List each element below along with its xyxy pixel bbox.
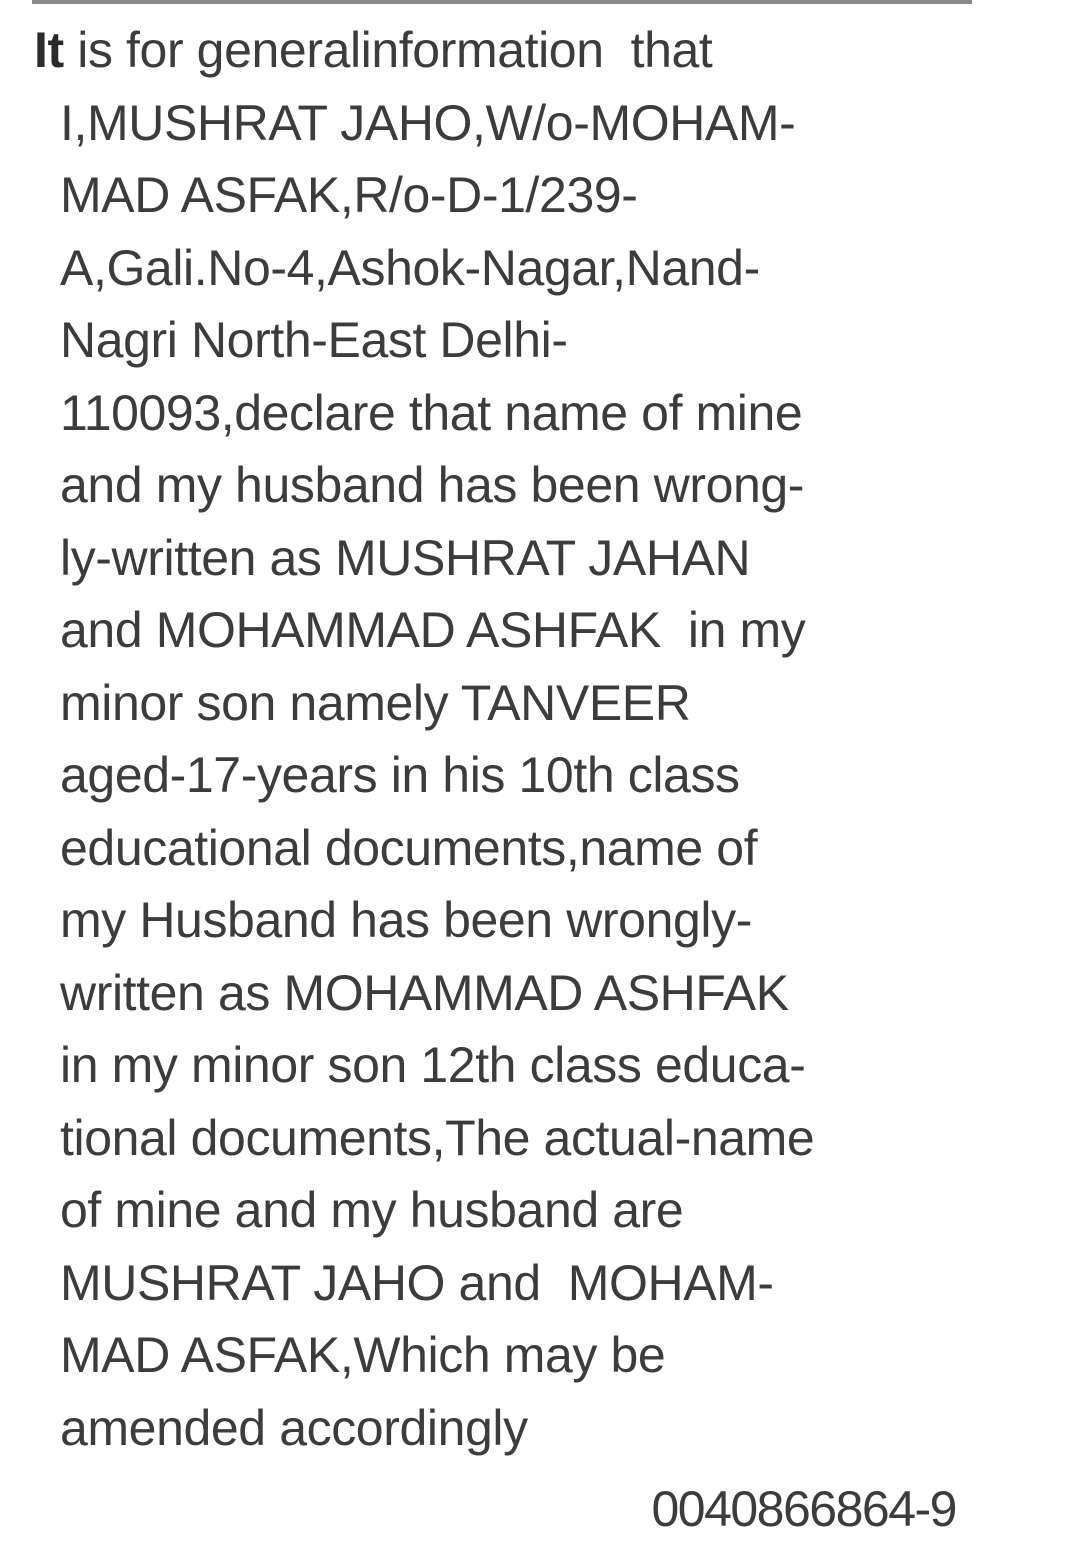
notice-line-1 — [0, 14, 1080, 87]
notice-line-2: I,MUSHRAT JAHO,W/o-MOHAM- — [60, 94, 796, 151]
notice-line-8: ly-written as MUSHRAT JAHAN — [60, 529, 751, 586]
notice-line-10: minor son namely TANVEER — [60, 674, 691, 731]
notice-line-13: my Husband has been wrongly- — [60, 892, 752, 948]
notice-line-11: aged-17-years in his 10th class — [60, 747, 740, 803]
top-divider — [32, 0, 972, 4]
notice-line-17: of mine and my husband are — [60, 1182, 684, 1238]
notice-line-16: tional documents,The actual-name — [60, 1109, 815, 1166]
notice-line-18: MUSHRAT JAHO and MOHAM- — [60, 1254, 774, 1311]
notice-lead-word: It — [34, 22, 64, 78]
notice-line-6: 110093,declare that name of mine — [60, 384, 803, 441]
notice-line-12: educational documents,name of — [60, 819, 758, 876]
notice-line-14: written as MOHAMMAD ASHFAK — [60, 964, 789, 1021]
notice-line-4: A,Gali.No-4,Ashok-Nagar,Nand- — [60, 239, 760, 296]
notice-line-text: is for generalinformation that — [63, 22, 713, 78]
notice-line-5: Nagri North-East Delhi- — [60, 312, 568, 368]
notice-line-7: and my husband has been wrong- — [60, 457, 805, 513]
notice-line-9: and MOHAMMAD ASHFAK in my — [60, 602, 806, 658]
notice-line-3: MAD ASFAK,R/o-D-1/239- — [60, 167, 638, 223]
classified-notice — [0, 14, 1080, 1464]
notice-line-20: amended accordingly — [60, 1399, 528, 1456]
notice-line-15: in my minor son 12th class educa- — [60, 1037, 806, 1093]
notice-line-19: MAD ASFAK,Which may be — [60, 1327, 666, 1383]
notice-reference-number: 0040866864-9 — [651, 1481, 956, 1537]
